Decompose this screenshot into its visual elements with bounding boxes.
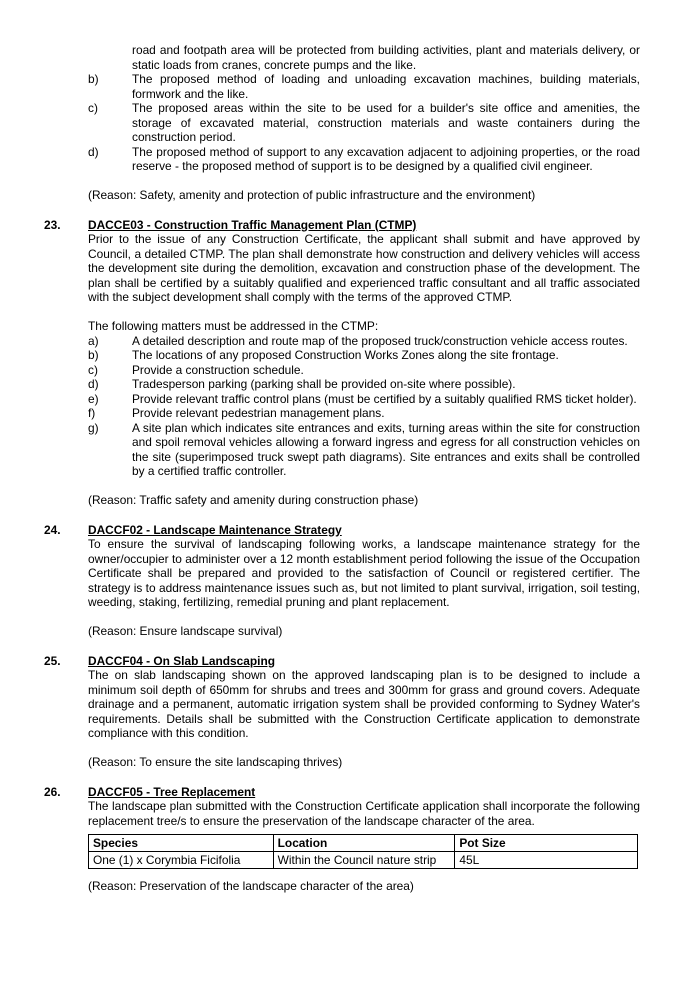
condition-number: 26. xyxy=(44,784,61,799)
condition-body: To ensure the survival of landscaping following works, a landscape maintenance strategy for the owner/occupier to administer over a 12 month establishment period following the issue of the Occupation Certificate shall be prepared and provided to the satisfaction of Council or registered certifier. The strategy is to address maintenance issues such as, but not limited to plant survival, irrigation, soil testing, weeding, staking, fertilizing, remedial pruning and plant replacement. xyxy=(88,537,640,609)
continued-item-text: road and footpath area will be protected from building activities, plant and materials delivery, or static loads from cranes, concrete pumps and the like. xyxy=(132,43,640,72)
list-item: b) The locations of any proposed Construction Works Zones along the site frontage. xyxy=(88,348,559,362)
continued-list xyxy=(88,72,640,174)
table-row xyxy=(89,852,638,869)
list-item: d) Tradesperson parking (parking shall be provided on-site where possible). xyxy=(88,377,516,391)
condition-25 xyxy=(0,654,683,770)
reason-text: (Reason: Ensure landscape survival) xyxy=(88,624,283,638)
column-header-location: Location xyxy=(273,835,455,852)
column-header-pot-size: Pot Size xyxy=(455,835,638,852)
table-header-row xyxy=(89,835,638,852)
list-item: b) The proposed method of loading and unloading excavation machines, building materials, formwork and the like. xyxy=(88,72,640,101)
condition-title: DACCE03 - Construction Traffic Management Plan (CTMP) xyxy=(88,217,417,232)
cell-pot-size: 45L xyxy=(455,852,638,869)
list-item: g) A site plan which indicates site entrances and exits, turning areas within the site for construction and spoil removal vehicles allowing a forward ingress and egress for all construction vehicles on the site (superimposed truck swept path diagrams). Site entrances and exits shall be controlled by a certified traffic controller. xyxy=(88,420,640,478)
condition-24 xyxy=(0,523,683,639)
condition-number: 25. xyxy=(44,653,61,668)
list-item: c) The proposed areas within the site to be used for a builder's site office and amenities, the storage of excavated material, construction materials and waste containers during the construction period. xyxy=(88,101,640,144)
reason-text: (Reason: To ensure the site landscaping thrives) xyxy=(88,755,343,769)
list-intro: The following matters must be addressed in the CTMP: xyxy=(88,319,379,333)
list-item: d) The proposed method of support to any excavation adjacent to adjoining properties, or the road reserve - the proposed method of support is to be designed by a qualified civil engineer. xyxy=(88,144,640,173)
cell-species: One (1) x Corymbia Ficifolia xyxy=(89,852,274,869)
list-item: a) A detailed description and route map of the proposed truck/construction vehicle access routes. xyxy=(88,333,628,348)
replacement-tree-table xyxy=(88,834,638,869)
condition-26 xyxy=(0,785,683,894)
condition-body: The on slab landscaping shown on the approved landscaping plan is to be designed to include a minimum soil depth of 650mm for shrubs and trees and 300mm for grass and ground covers. Adequate drainage and a permanent, automatic irrigation system shall be provided conforming to Sydney Water's requirements. Details shall be submitted with the Construction Certificate application to demonstrate compliance with this condition. xyxy=(88,668,640,740)
condition-title: DACCF04 - On Slab Landscaping xyxy=(88,653,275,668)
ctmp-list xyxy=(88,334,640,479)
condition-23 xyxy=(0,218,683,508)
condition-body: The landscape plan submitted with the Construction Certificate application shall incorporate the following replacement tree/s to ensure the preservation of the landscape character of the area. xyxy=(88,799,640,828)
column-header-species: Species xyxy=(89,835,274,852)
reason-text: (Reason: Traffic safety and amenity during construction phase) xyxy=(88,493,419,507)
list-item: e) Provide relevant traffic control plans (must be certified by a suitably qualified RMS ticket holder). xyxy=(88,391,637,406)
reason-text: (Reason: Preservation of the landscape character of the area) xyxy=(88,879,414,893)
list-item: f) Provide relevant pedestrian management plans. xyxy=(88,406,385,420)
cell-location: Within the Council nature strip xyxy=(273,852,455,869)
reason-text: (Reason: Safety, amenity and protection of public infrastructure and the environment) xyxy=(88,188,536,202)
condition-number: 24. xyxy=(44,522,61,537)
condition-number: 23. xyxy=(44,217,61,232)
list-item: c) Provide a construction schedule. xyxy=(88,362,304,377)
condition-body: Prior to the issue of any Construction Certificate, the applicant shall submit and have approved by Council, a detailed CTMP. The plan shall demonstrate how construction and delivery vehicles will access the development site during the demolition, excavation and construction phase of the development. The plan shall be certified by a suitably qualified and experienced traffic consultant and all traffic associated with the subject development shall comply with the terms of the approved CTMP. xyxy=(88,232,640,304)
condition-title: DACCF02 - Landscape Maintenance Strategy xyxy=(88,522,342,537)
condition-title: DACCF05 - Tree Replacement xyxy=(88,784,256,799)
